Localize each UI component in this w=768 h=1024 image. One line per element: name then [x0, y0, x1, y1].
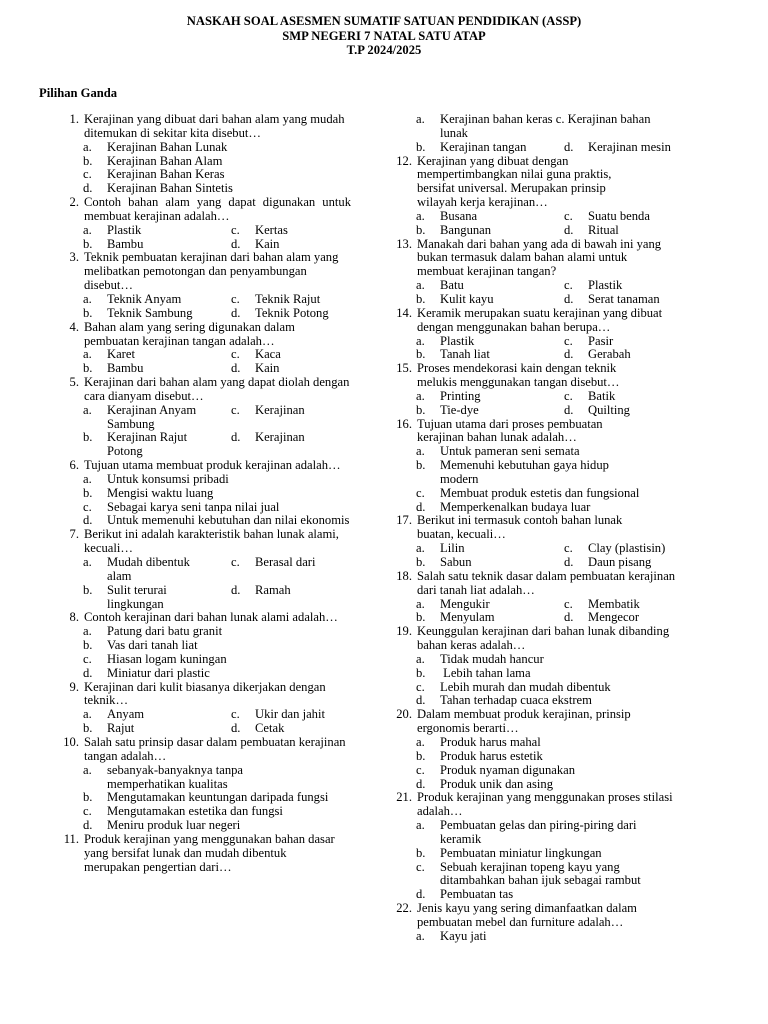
option-d[interactable]: d. Quilting	[564, 402, 630, 417]
options-1	[59, 141, 351, 196]
option-a[interactable]: a. Patung dari batu granit	[83, 624, 223, 639]
question-2: 2. Contoh bahan alam yang dapat digunakan untuk membuat kerajinan adalah…	[69, 195, 351, 223]
option-d[interactable]: d. Kain	[231, 236, 280, 251]
option-a[interactable]: a. Mudah dibentuk alam	[83, 555, 190, 583]
question-text: Contoh kerajinan dari bahan lunak alami adalah…	[84, 610, 338, 625]
option-c[interactable]: c. Berasal dari	[231, 555, 316, 569]
option-a[interactable]: a. Kerajinan Anyam Sambung	[83, 402, 197, 431]
option-a[interactable]: a. Untuk pameran seni semata	[416, 444, 580, 459]
option-c[interactable]: c. Kerajinan	[231, 402, 305, 417]
question-14: 14. Keramik merupakan suatu kerajinan yang dibuat dengan menggunakan bahan berupa…	[392, 307, 682, 335]
option-b[interactable]: b. Kerajinan Rajut Potong	[83, 430, 188, 459]
option-a[interactable]: a. Plastik	[416, 333, 475, 348]
option-a[interactable]: a. sebanyak-banyaknya tanpa memperhatikan kualitas	[83, 762, 244, 791]
question-text: Jenis kayu yang sering dimanfaatkan dalam pembuatan mebel dan furniture adalah…	[417, 901, 637, 929]
question-13: 13. Manakah dari bahan yang ada di bawah ini yang bukan termasuk dalam bahan alami untuk membuat kerajinan tangan?	[392, 238, 682, 280]
option-d[interactable]: d. Miniatur dari plastic	[83, 665, 210, 680]
question-7: 7. Berikut ini adalah karakteristik bahan lunak alami, kecuali…	[59, 528, 351, 556]
question-text: Teknik pembuatan kerajinan dari bahan alam yang melibatkan pemotongan dan penyambungan disebut…	[84, 250, 339, 293]
right-column	[392, 113, 682, 944]
option-a[interactable]: a. Kayu jati	[416, 928, 487, 943]
question-text: Manakah dari bahan yang ada di bawah ini yang bukan termasuk dalam bahan alami untuk membuat kerajinan tangan?	[417, 236, 662, 279]
option-a[interactable]: a. Batu	[416, 278, 464, 293]
question-text: Berikut ini termasuk contoh bahan lunak buatan, kecuali…	[417, 513, 623, 542]
options-7	[59, 556, 351, 611]
option-b[interactable]: b. Tanah liat	[416, 347, 490, 362]
option-b[interactable]: b. Menyulam	[416, 610, 495, 625]
option-a[interactable]: a. Pembuatan gelas dan piring-piring dari keramik	[416, 818, 637, 846]
option-c[interactable]: c. Teknik Rajut	[231, 291, 321, 306]
option-c[interactable]: c. Mengutamakan estetika dan fungsi	[83, 804, 283, 819]
question-19: 19. Keunggulan kerajinan dari bahan lunak dibanding bahan keras adalah…	[392, 625, 682, 653]
option-a[interactable]: a. Karet	[83, 347, 135, 362]
header-title: NASKAH SOAL ASESMEN SUMATIF SATUAN PENDIDIKAN (ASSP)	[186, 14, 582, 28]
question-text: Produk kerajinan yang menggunakan bahan dasar yang bersifat lunak dan mudah dibentuk merupakan pengertian dari…	[84, 831, 335, 874]
option-c[interactable]: c. Kertas	[231, 222, 288, 237]
option-b[interactable]: b. Vas dari tanah liat	[83, 638, 198, 653]
option-c[interactable]: c. Hiasan logam kuningan	[83, 651, 227, 666]
options-4	[59, 348, 351, 376]
question-number: 1.	[69, 112, 79, 126]
option-c[interactable]: c. Lebih murah dan mudah dibentuk	[416, 679, 611, 694]
options-6	[59, 473, 351, 528]
options-8	[59, 625, 351, 680]
option-c[interactable]: c. Batik	[564, 388, 616, 403]
option-c[interactable]: c. Kerajinan Bahan Keras	[83, 167, 225, 182]
options-19	[392, 653, 682, 708]
option-a[interactable]: a. Kerajinan Bahan Lunak	[83, 139, 228, 154]
option-c[interactable]: c. Plastik	[564, 278, 623, 293]
question-text: Salah satu prinsip dasar dalam pembuatan kerajinan tangan adalah…	[84, 734, 346, 763]
option-d[interactable]: d. Kerajinan	[231, 430, 305, 445]
question-11: 11. Produk kerajinan yang menggunakan bahan dasar yang bersifat lunak dan mudah dibentuk merupakan pengertian dari…	[59, 833, 351, 875]
option-b[interactable]: b. Sulit terurai lingkungan	[83, 582, 167, 611]
option-d[interactable]: d. Gerabah	[564, 347, 631, 362]
question-text: Keramik merupakan suatu kerajinan yang dibuat dengan menggunakan bahan berupa…	[417, 305, 663, 334]
document-header	[0, 14, 768, 58]
question-text: Kerajinan yang dibuat dari bahan alam yang mudah ditemukan di sekitar kita disebut…	[84, 112, 345, 140]
option-d[interactable]: d. Meniru produk luar negeri	[83, 818, 241, 833]
option-c[interactable]: c. Membatik	[564, 596, 640, 611]
option-b[interactable]: b. Bambu	[83, 361, 144, 376]
option-d[interactable]: d. Ritual	[564, 222, 619, 237]
options-9	[59, 708, 351, 736]
question-text: Kerajinan dari kulit biasanya dikerjakan dengan teknik…	[84, 679, 326, 708]
question-text: Dalam membuat produk kerajinan, prinsip ergonomis berarti…	[417, 707, 631, 736]
option-c[interactable]: c. Suatu benda	[564, 208, 650, 223]
header-year: T.P 2024/2025	[346, 43, 422, 57]
options-11	[392, 113, 682, 155]
options-21	[392, 819, 682, 902]
option-c[interactable]: c. Sebuah kerajinan topeng kayu yang ditambahkan bahan ijuk sebagai rambut	[416, 859, 641, 888]
option-b[interactable]: b. Memenuhi kebutuhan gaya hidup modern	[416, 458, 609, 486]
option-b[interactable]: b. Bangunan	[416, 222, 492, 237]
question-20: 20. Dalam membuat produk kerajinan, prinsip ergonomis berarti…	[392, 708, 682, 736]
question-text: Salah satu teknik dasar dalam pembuatan kerajinan dari tanah liat adalah…	[417, 568, 676, 597]
question-text: Produk kerajinan yang menggunakan proses stilasi adalah…	[417, 790, 673, 819]
option-a[interactable]: a. Busana	[416, 208, 478, 223]
option-b[interactable]: b. Sabun	[416, 555, 472, 569]
options-14	[392, 335, 682, 363]
options-15	[392, 390, 682, 418]
option-c[interactable]: c. Sebagai karya seni tanpa nilai jual	[83, 499, 280, 514]
question-text: Contoh bahan alam yang dapat digunakan untuk membuat kerajinan adalah…	[84, 195, 351, 223]
option-b[interactable]: b. Lebih tahan lama	[416, 665, 531, 680]
option-b[interactable]: b. Mengisi waktu luang	[83, 485, 214, 500]
option-c[interactable]: c. Clay (plastisin)	[564, 541, 666, 556]
options-17	[392, 542, 682, 570]
option-b[interactable]: b. Teknik Sambung	[83, 305, 193, 320]
option-a[interactable]: a. Plastik	[83, 222, 142, 237]
question-15: 15. Proses mendekorasi kain dengan teknik melukis menggunakan tangan disebut…	[392, 362, 682, 390]
header-school: SMP NEGERI 7 NATAL SATU ATAP	[282, 28, 486, 43]
question-text: Berikut ini adalah karakteristik bahan lunak alami, kecuali…	[84, 527, 339, 556]
option-d[interactable]: d. Mengecor	[564, 610, 640, 625]
option-d[interactable]: d. Pembuatan tas	[416, 887, 514, 902]
option-d[interactable]: d. Kain	[231, 361, 280, 376]
options-2	[59, 224, 351, 252]
option-d[interactable]: d. Ramah	[231, 582, 291, 597]
question-text: Proses mendekorasi kain dengan teknik melukis menggunakan tangan disebut…	[417, 361, 620, 390]
options-18	[392, 598, 682, 626]
question-text: Tujuan utama dari proses pembuatan kerajinan bahan lunak adalah…	[417, 416, 603, 445]
question-text: Keunggulan kerajinan dari bahan lunak dibanding bahan keras adalah…	[417, 624, 670, 653]
option-a[interactable]: a. Mengukir	[416, 596, 490, 611]
option-b[interactable]: b. Kerajinan Bahan Alam	[83, 153, 223, 168]
option-d[interactable]: d. Untuk memenuhi kebutuhan dan nilai ekonomis	[83, 513, 350, 528]
option-c[interactable]: c. Ukir dan jahit	[231, 707, 325, 722]
option-a[interactable]: a. Untuk konsumsi pribadi	[83, 471, 229, 486]
question-12: 12. Kerajinan yang dibuat dengan mempertimbangkan nilai guna praktis, bersifat universal. Merupakan prinsip wilayah kerja kerajinan…	[392, 155, 682, 210]
options-5	[59, 404, 351, 459]
options-13	[392, 279, 682, 307]
option-b[interactable]: b. Bambu	[83, 236, 144, 251]
option-d[interactable]: d. Kerajinan Bahan Sintetis	[83, 181, 233, 196]
question-5: 5. Kerajinan dari bahan alam yang dapat diolah dengan cara dianyam disebut…	[69, 375, 350, 403]
section-title: Pilihan Ganda	[39, 86, 118, 100]
options-20	[392, 736, 682, 791]
option-d[interactable]: d. Memperkenalkan budaya luar	[416, 499, 591, 514]
option-b[interactable]: b. Mengutamakan keuntungan daripada fungsi	[83, 790, 329, 805]
question-10: 10. Salah satu prinsip dasar dalam pembuatan kerajinan tangan adalah…	[59, 736, 351, 764]
question-21: 21. Produk kerajinan yang menggunakan proses stilasi adalah…	[392, 791, 682, 819]
question-9: 9. Kerajinan dari kulit biasanya dikerjakan dengan teknik…	[59, 681, 351, 709]
question-22: 22. Jenis kayu yang sering dimanfaatkan dalam pembuatan mebel dan furniture adalah…	[392, 902, 682, 930]
option-d[interactable]: d. Daun pisang	[564, 555, 652, 569]
option-a[interactable]: a. Tidak mudah hancur	[416, 651, 544, 666]
question-text: Kerajinan yang dibuat dengan mempertimbangkan nilai guna praktis, bersifat universal. Merupakan prinsip wilayah kerja kerajinan…	[417, 153, 612, 210]
question-16: 16. Tujuan utama dari proses pembuatan kerajinan bahan lunak adalah…	[392, 418, 682, 446]
option-a[interactable]: a. Produk harus mahal	[416, 734, 541, 749]
option-d[interactable]: d. Serat tanaman	[564, 291, 660, 306]
option-d[interactable]: d. Teknik Potong	[231, 305, 329, 320]
option-a[interactable]: a. Teknik Anyam	[83, 291, 182, 306]
option-c[interactable]: c. Pasir	[564, 333, 614, 348]
options-16	[392, 445, 682, 514]
option-d[interactable]: d. Cetak	[231, 721, 285, 736]
options-3	[59, 293, 351, 321]
options-10	[59, 764, 351, 833]
question-text: Bahan alam yang sering digunakan dalam pembuatan kerajinan tangan adalah…	[84, 319, 295, 348]
option-d[interactable]: d. Produk unik dan asing	[416, 776, 553, 791]
option-a[interactable]: a. Kerajinan bahan keras c. Kerajinan bahan lunak	[416, 112, 651, 140]
question-4: 4. Bahan alam yang sering digunakan dalam pembuatan kerajinan tangan adalah…	[59, 321, 351, 349]
option-b[interactable]: b. Tie-dye	[416, 402, 479, 417]
option-b[interactable]: b. Kerajinan tangan	[416, 139, 527, 154]
option-c[interactable]: c. Kaca	[231, 347, 281, 362]
option-b[interactable]: b. Kulit kayu	[416, 291, 494, 306]
options-12	[392, 210, 682, 238]
question-8: 8. Contoh kerajinan dari bahan lunak alami adalah…	[59, 611, 351, 625]
option-b[interactable]: b. Rajut	[83, 721, 135, 736]
question-17: 17. Berikut ini termasuk contoh bahan lunak buatan, kecuali…	[392, 514, 682, 542]
option-a[interactable]: a. Lilin	[416, 541, 465, 556]
question-18: 18. Salah satu teknik dasar dalam pembuatan kerajinan dari tanah liat adalah…	[392, 570, 682, 598]
question-text: Tujuan utama membuat produk kerajinan adalah…	[84, 458, 341, 473]
option-c[interactable]: c. Membuat produk estetis dan fungsional	[416, 485, 640, 500]
question-6: 6. Tujuan utama membuat produk kerajinan adalah…	[59, 459, 351, 473]
options-22	[392, 930, 682, 944]
question-text: Kerajinan dari bahan alam yang dapat diolah dengan cara dianyam disebut…	[84, 375, 350, 403]
option-c[interactable]: c. Produk nyaman digunakan	[416, 762, 576, 777]
question-3: 3. Teknik pembuatan kerajinan dari bahan alam yang melibatkan pemotongan dan penyambungan disebut…	[59, 251, 351, 293]
option-d[interactable]: d. Tahan terhadap cuaca ekstrem	[416, 693, 592, 708]
left-column	[59, 113, 351, 874]
option-a[interactable]: a. Anyam	[83, 707, 145, 722]
option-a[interactable]: a. Printing	[416, 388, 481, 403]
option-b[interactable]: b. Produk harus estetik	[416, 748, 543, 763]
option-d[interactable]: d. Kerajinan mesin	[564, 139, 671, 154]
question-1	[59, 113, 351, 141]
option-b[interactable]: b. Pembuatan miniatur lingkungan	[416, 845, 602, 860]
